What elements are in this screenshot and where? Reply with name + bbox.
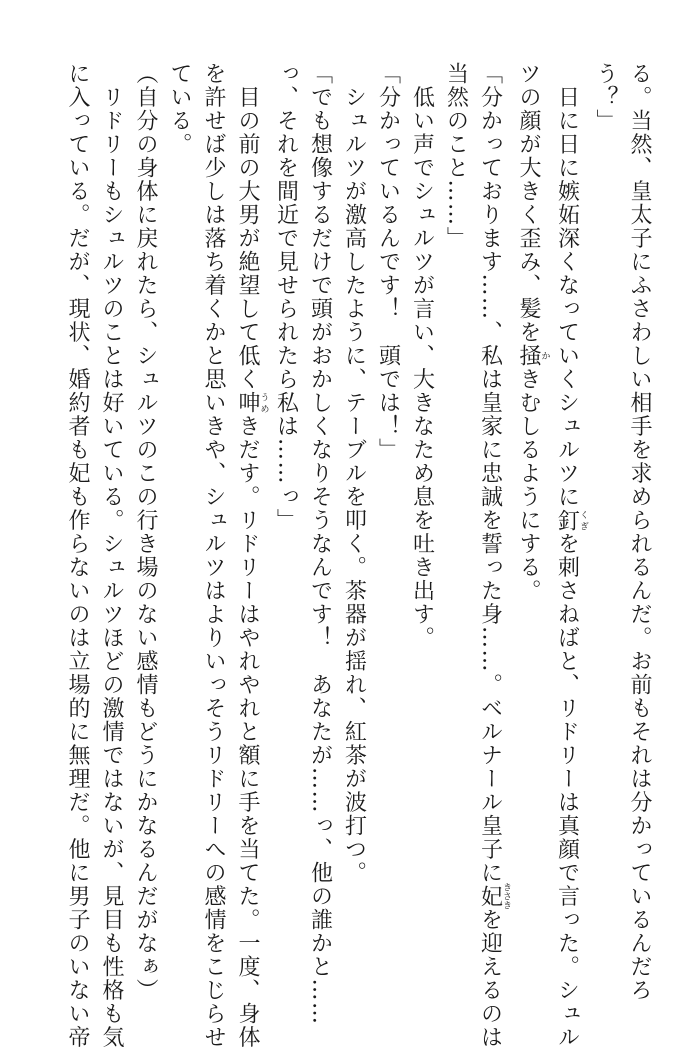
line-segment: を刺さねばと、リドリーは真顔で言った。シュル: [555, 532, 580, 1049]
vertical-text-block: [60, 62, 656, 977]
line-text: 低い声でシュルツが言い、大きなため息を吐き出す。: [410, 62, 435, 650]
text-line: [405, 62, 439, 977]
text-line: [60, 62, 94, 977]
line-segment: を迎えるのは: [478, 908, 503, 1049]
text-line: [588, 62, 622, 977]
ruby-base: 掻: [516, 344, 541, 368]
text-line: [439, 62, 473, 977]
ruby-base: 釘: [555, 509, 580, 533]
line-text: る。当然、皇太子にふさわしい相手を求められるんだ。お前もそれは分かっているんだろ: [627, 62, 652, 1002]
text-line: [337, 62, 371, 977]
ruby-base: 呻: [235, 391, 260, 415]
line-segment: 目の前の大男が絶望して低く: [235, 62, 260, 391]
line-text: シュルツが激高したように、テーブルを叩く。茶器が揺れ、紅茶が波打つ。: [342, 62, 367, 885]
line-text: ている。: [167, 62, 192, 156]
line-text: 「でも想像するだけで頭がおかしくなりそうなんです！ あなたが……っ、他の誰かと……: [308, 62, 333, 1026]
ruby-reading: うめ: [259, 391, 269, 415]
text-line: [371, 62, 405, 977]
text-line: [622, 62, 656, 977]
line-text: っ、それを間近で見せられたら私は……っ」: [274, 62, 299, 532]
line-segment: きだす。リドリーはやれやれと額に手を当てた。一度、身体: [235, 415, 260, 1049]
line-text: リドリーもシュルツのことは好いている。シュルツほどの激情ではないが、見目も性格も気: [99, 62, 124, 1049]
ruby-word: [235, 391, 260, 415]
line-segment: 「分かっております……、私は皇家に忠誠を誓った身……。ベルナール皇子に: [478, 62, 503, 885]
line-text: に入っている。だが、現状、婚約者も妃も作らないのは立場的に無理だ。他に男子のいない帝: [65, 62, 90, 1049]
ruby-reading: くぎ: [578, 509, 588, 533]
line-text: う？」: [593, 62, 618, 133]
line-text: 「分かっているんです！ 頭では！」: [376, 62, 401, 462]
ruby-word: [478, 885, 503, 909]
text-line: [162, 62, 196, 977]
text-line: [94, 62, 128, 977]
text-line: [128, 62, 162, 977]
ruby-reading: か: [540, 344, 550, 368]
ruby-word: [555, 509, 580, 533]
text-line: [269, 62, 303, 977]
ruby-reading: きさき: [501, 883, 511, 910]
line-segment: きむしるようにする。: [516, 368, 541, 603]
text-line: [230, 62, 269, 977]
text-line: [303, 62, 337, 977]
line-text: 当然のこと……」: [444, 62, 469, 250]
line-text: （自分の身体に戻れたら、シュルツのこの行き場のない感情もどうにかなるんだがなぁ）: [133, 62, 158, 1002]
text-line: [473, 62, 512, 977]
line-segment: 日に日に嫉妬深くなっていくシュルツに: [555, 62, 580, 509]
text-line: [550, 62, 589, 977]
ruby-base: 妃: [478, 883, 503, 910]
ruby-word: [516, 344, 541, 368]
text-line: [196, 62, 230, 977]
text-line: [511, 62, 550, 977]
line-segment: ツの顔が大きく歪み、髪を: [516, 62, 541, 344]
line-text: を許せば少しは落ち着くかと思いきや、シュルツはよりいっそうリドリーへの感情をこじらせ: [201, 62, 226, 1049]
